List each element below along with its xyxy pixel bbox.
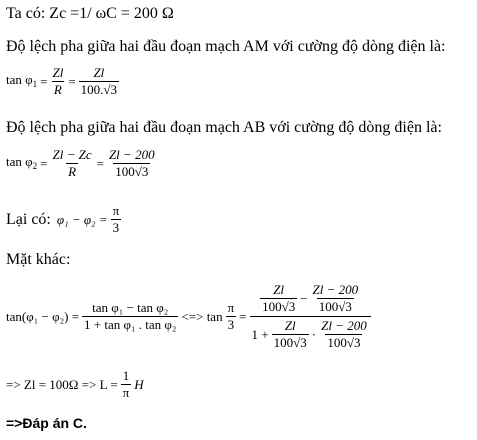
mat-khac-line: Mặt khác: — [6, 251, 71, 268]
phase-difference-line: Lại có: φ₁ − φ₂ = $\frac{\pi}{3}$ — [6, 203, 120, 235]
eq2-fraction-1: $\frac{Zl - Zc}{R}$ — [52, 147, 92, 179]
eq1-lhs: $\tan \varphi_1$ — [6, 71, 38, 89]
phase-am-heading: Độ lệch pha giữa hai đầu đoạn mạch AM với cường độ dòng điện là: — [6, 38, 446, 55]
eq1-fraction-2: $\frac{Zl}{100.√3}$ — [80, 65, 118, 97]
pi-over-3-fraction: $\frac{\pi}{3}$ — [112, 203, 120, 235]
phase-ab-heading: Độ lệch pha giữa hai đầu đoạn mạch AB với cường độ dòng điện là: — [6, 119, 442, 136]
eq2-fraction-2: $\frac{Zl - 200}{100√3}$ — [108, 147, 155, 179]
pi-over-3-small: $\frac{\pi}{3}$ — [227, 300, 235, 332]
result-inductance-line: => Zl = 100Ω => L = $\frac{1}{\pi}$ H — [6, 368, 144, 400]
compound-fraction: $\frac{Zl}{100√3}$ − $\frac{Zl - 200}{100√3}$ 1 + $\frac{Zl}{100√3}$ · $\frac{Zl - 200}{100√3}$ — [250, 283, 371, 350]
given-zc-line: Ta có: Zc =1/ ωC = 200 Ω — [6, 5, 174, 22]
answer-line: =>Đáp án C. — [6, 415, 87, 431]
tan-difference-formula: $\frac{\text{tan φ₁ − tan φ₂}}{\text{1 + tan φ₁ . tan φ₂}}$ — [84, 300, 177, 332]
eq1-fraction-1: $\frac{Zl}{R}$ — [52, 65, 64, 97]
equation-tan-phi1: $\tan \varphi_1$ = $\frac{Zl}{R}$ = $\frac{Zl}{100.√3}$ — [6, 65, 118, 97]
eq2-lhs: $\tan \varphi_2$ — [6, 153, 38, 171]
equation-tan-phi2: $\tan \varphi_2$ = $\frac{Zl - Zc}{R}$ = $\frac{Zl - 200}{100√3}$ — [6, 147, 155, 179]
equation-tan-difference: tan(φ₁ − φ₂) = $\frac{\text{tan φ₁ − tan φ₂}}{\text{1 + tan φ₁ . tan φ₂}}$ <=> tan $\frac{\pi}{3}$ = $\frac{Zl}{100√3}$ − $\frac{Zl - 200}{100√3}$ 1 + $\frac{Zl}{100√3}$ · $\frac{Zl - 200}{100√3}$ — [6, 283, 371, 350]
